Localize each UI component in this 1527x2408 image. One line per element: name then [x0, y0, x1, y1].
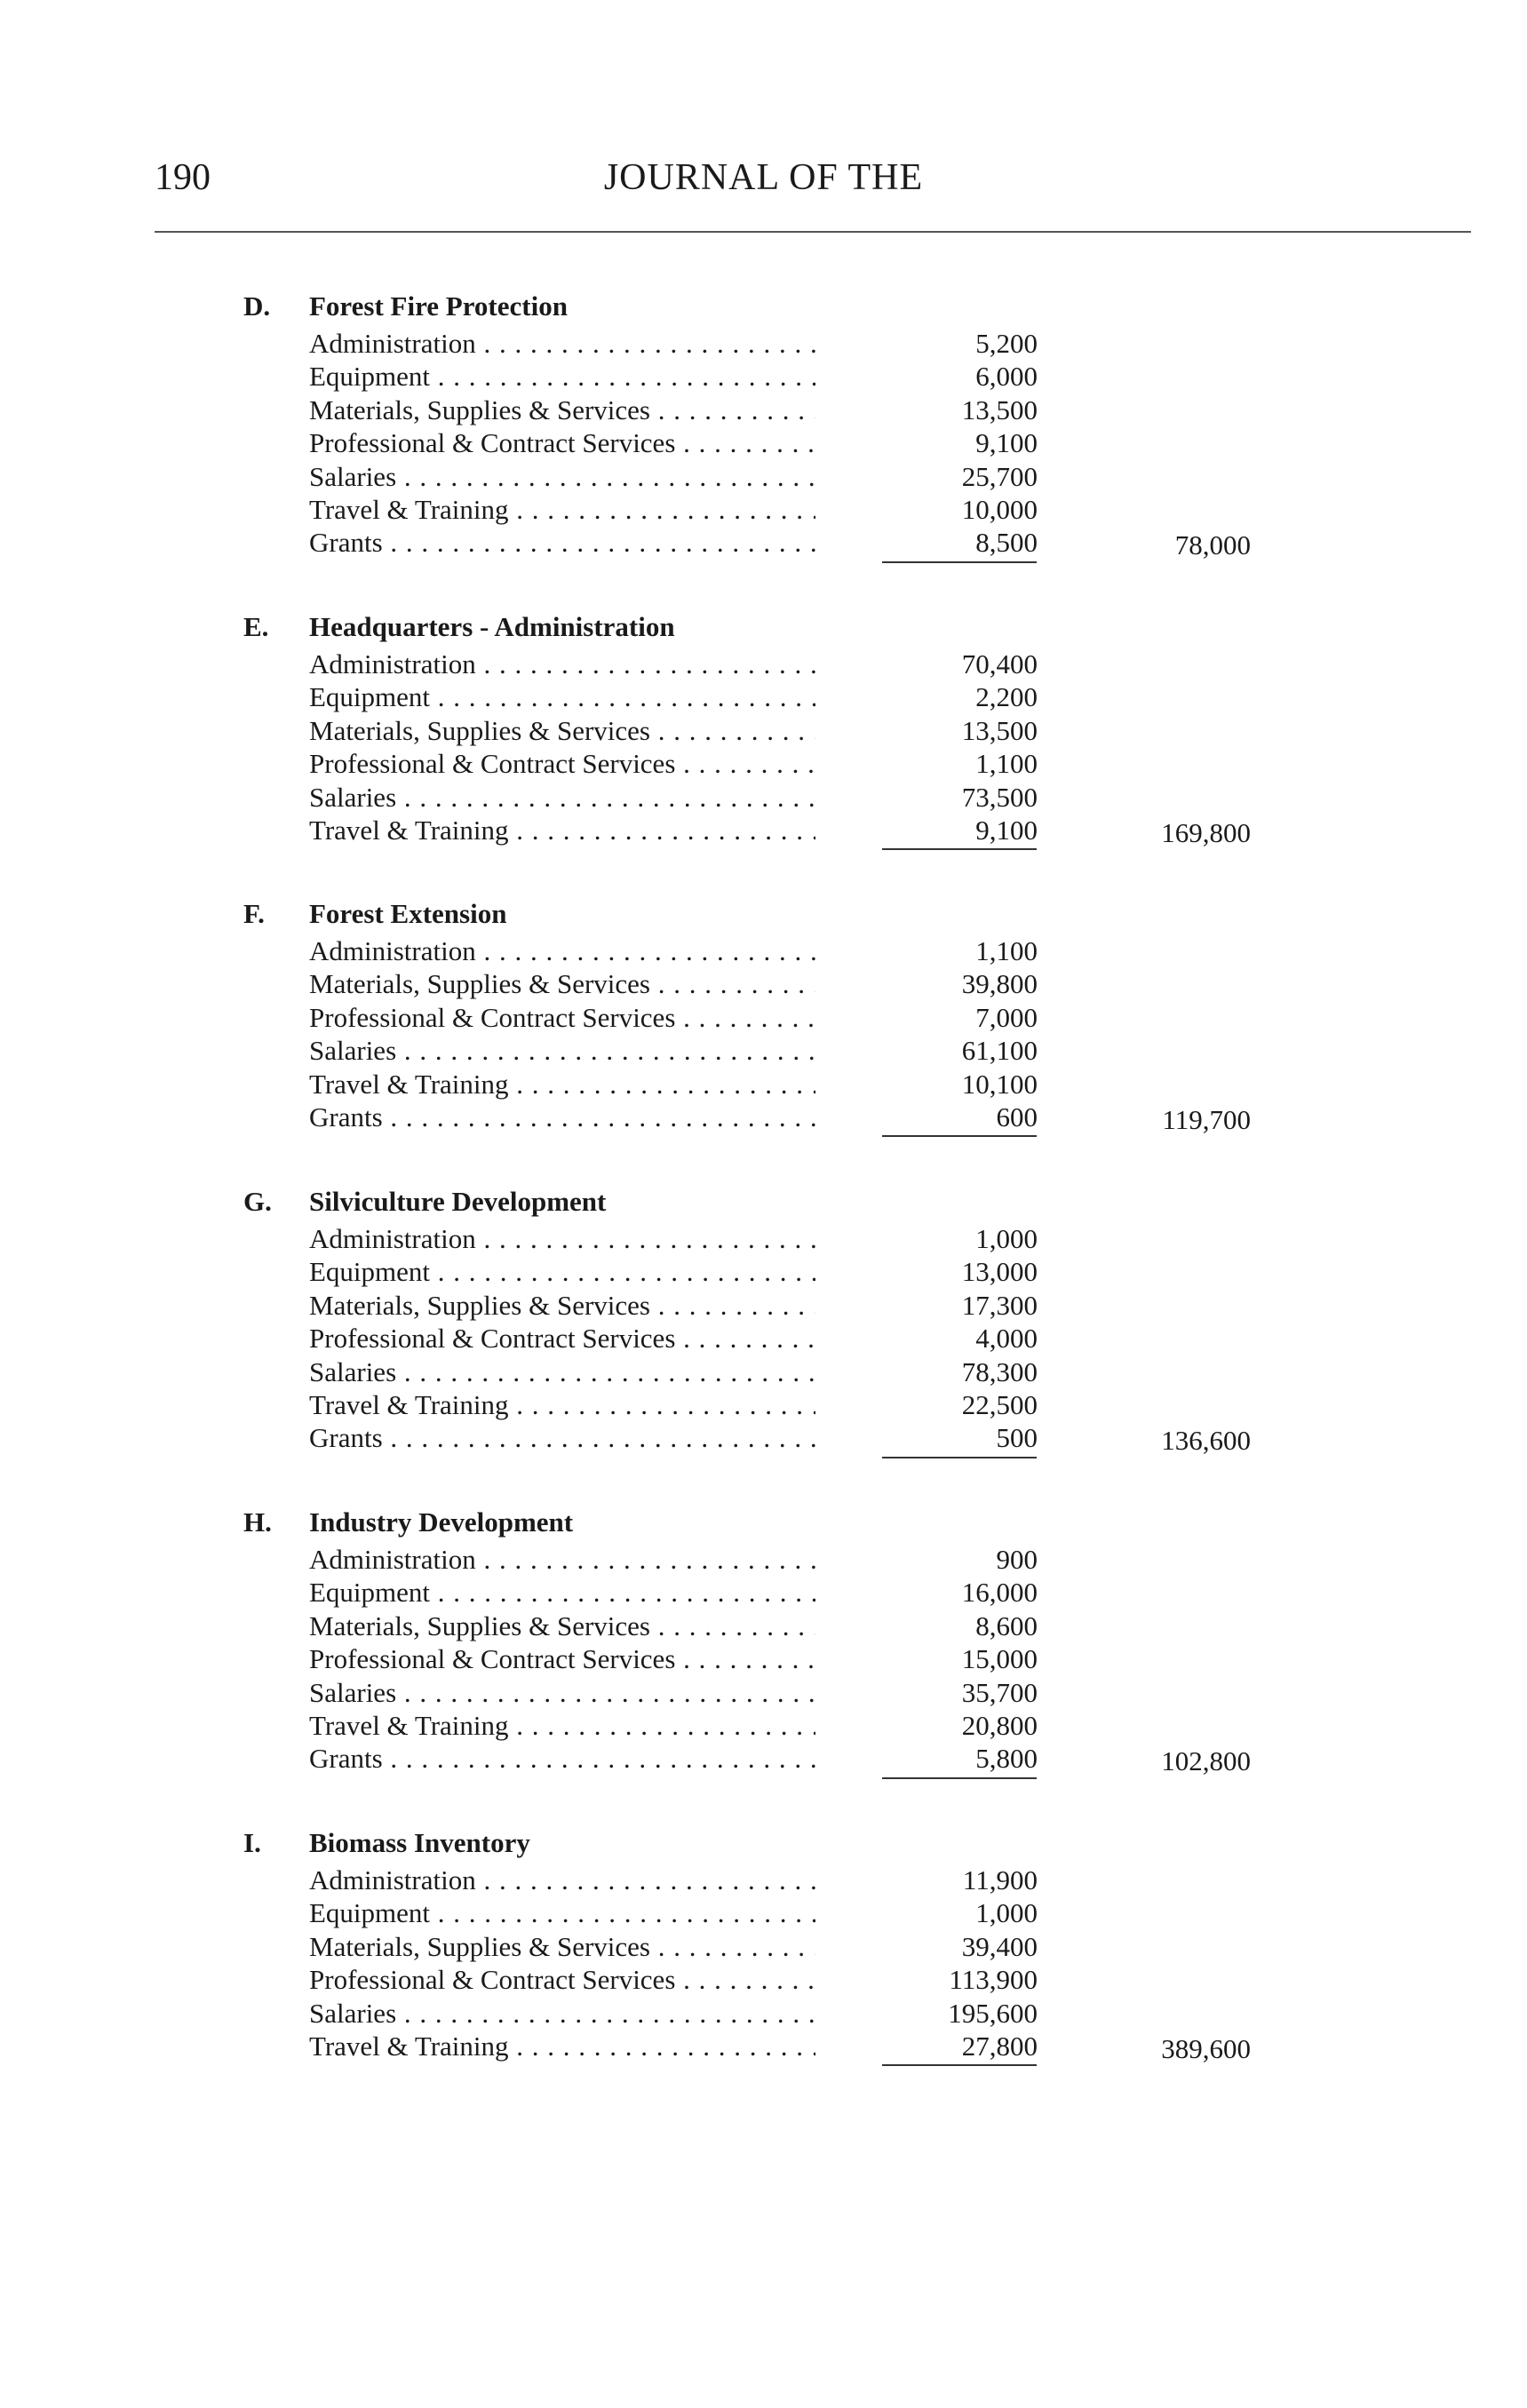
section-title: Industry Development: [309, 1506, 574, 1538]
line-item-label: Materials, Supplies & Services . . .: [309, 1609, 815, 1642]
line-item: [309, 1963, 1038, 1996]
line-items: [309, 1543, 1038, 1776]
line-item-label: Administration . . .: [309, 934, 815, 967]
line-item: [309, 1289, 1038, 1322]
line-item-amount: 900: [996, 1544, 1038, 1575]
line-item-amount: 7,000: [975, 1001, 1038, 1033]
line-item-label: Materials, Supplies & Services . . .: [309, 967, 815, 1000]
line-item-label: Travel & Training . . .: [309, 1709, 815, 1742]
subtotal-rule: [882, 561, 1037, 563]
line-item-label: Administration . . .: [309, 648, 815, 680]
line-item-label: Grants . . .: [309, 1742, 815, 1775]
line-item-label: Professional & Contract Services . . .: [309, 1642, 815, 1675]
line-item: [309, 1997, 1038, 2030]
line-item-label: Salaries . . .: [309, 1034, 815, 1067]
line-item-label: Materials, Supplies & Services . . .: [309, 1289, 815, 1322]
line-item-label: Administration . . .: [309, 1222, 815, 1255]
section-letter: I.: [243, 1827, 261, 1858]
line-item: [309, 1001, 1038, 1034]
line-item-amount: 73,500: [961, 781, 1038, 813]
line-item-label: Travel & Training . . .: [309, 493, 815, 526]
line-item-amount: 39,400: [961, 1930, 1038, 1962]
line-item-label: Salaries . . .: [309, 1997, 815, 2030]
line-item-amount: 35,700: [961, 1676, 1038, 1708]
line-item: [309, 1930, 1038, 1963]
section-title: Silviculture Development: [309, 1186, 607, 1217]
line-item: [309, 493, 1038, 526]
line-item-label: Materials, Supplies & Services . . .: [309, 393, 815, 426]
section-letter: D.: [243, 290, 271, 322]
line-item: [309, 1742, 1038, 1775]
line-item-label: Materials, Supplies & Services . . .: [309, 1930, 815, 1963]
line-item: [309, 1388, 1038, 1421]
subtotal-rule: [882, 1777, 1037, 1779]
line-item-label: Equipment . . .: [309, 680, 815, 713]
line-item-amount: 17,300: [961, 1289, 1038, 1321]
line-item-label: Professional & Contract Services . . .: [309, 747, 815, 780]
line-item-amount: 6,000: [975, 361, 1038, 393]
line-items: [309, 934, 1038, 1133]
line-item-amount: 113,900: [949, 1964, 1038, 1996]
line-item: [309, 1609, 1038, 1642]
line-item: [309, 934, 1038, 967]
section-letter: G.: [243, 1186, 272, 1217]
line-item-label: Grants . . .: [309, 1101, 815, 1133]
line-item-amount: 20,800: [961, 1709, 1038, 1741]
line-item: [309, 526, 1038, 559]
line-item: [309, 327, 1038, 360]
section-title: Headquarters - Administration: [309, 611, 675, 642]
line-item: [309, 360, 1038, 393]
line-item-amount: 5,200: [975, 328, 1038, 359]
line-item-amount: 1,000: [975, 1223, 1038, 1254]
line-item: [309, 1864, 1038, 1896]
section-total: 169,800: [1161, 817, 1251, 848]
section-total: 78,000: [1174, 529, 1251, 561]
line-item-label: Equipment . . .: [309, 1576, 815, 1609]
line-item: [309, 648, 1038, 680]
line-items: [309, 1222, 1038, 1455]
line-item-amount: 27,800: [961, 2030, 1038, 2062]
line-item-label: Professional & Contract Services . . .: [309, 1963, 815, 1996]
line-item: [309, 393, 1038, 426]
section-letter: H.: [243, 1506, 272, 1538]
line-item-amount: 8,600: [975, 1609, 1038, 1641]
line-items: [309, 327, 1038, 560]
line-item-amount: 9,100: [975, 814, 1038, 846]
line-item-amount: 70,400: [961, 648, 1038, 679]
section-letter: F.: [243, 898, 265, 929]
line-item: [309, 747, 1038, 780]
line-item-label: Equipment . . .: [309, 360, 815, 393]
line-item-label: Equipment . . .: [309, 1255, 815, 1288]
line-item-label: Materials, Supplies & Services . . .: [309, 714, 815, 747]
subtotal-rule: [882, 1135, 1037, 1137]
line-item-label: Salaries . . .: [309, 1355, 815, 1388]
line-item-label: Salaries . . .: [309, 781, 815, 814]
line-item: [309, 1255, 1038, 1288]
line-item: [309, 426, 1038, 459]
line-item: [309, 1222, 1038, 1255]
line-item: [309, 1709, 1038, 1742]
page-number: 190: [155, 157, 211, 198]
section-total: 119,700: [1162, 1104, 1251, 1135]
line-item-amount: 16,000: [961, 1577, 1038, 1609]
line-item: [309, 460, 1038, 493]
subtotal-rule: [882, 2064, 1037, 2066]
line-item: [309, 1642, 1038, 1675]
line-item-label: Travel & Training . . .: [309, 1388, 815, 1421]
section-total: 389,600: [1161, 2033, 1251, 2064]
section-title: Biomass Inventory: [309, 1827, 530, 1858]
line-item: [309, 1576, 1038, 1609]
line-item-amount: 13,500: [961, 714, 1038, 746]
line-item-amount: 600: [996, 1101, 1038, 1132]
line-item-amount: 13,000: [961, 1256, 1038, 1288]
subtotal-rule: [882, 848, 1037, 850]
line-item-label: Administration . . .: [309, 1864, 815, 1896]
line-item: [309, 1322, 1038, 1355]
line-item-label: Administration . . .: [309, 327, 815, 360]
line-item: [309, 1034, 1038, 1067]
line-item: [309, 1676, 1038, 1709]
line-item-amount: 78,300: [961, 1355, 1038, 1387]
line-item-label: Grants . . .: [309, 526, 815, 559]
header-rule: [155, 231, 1471, 233]
line-item-amount: 13,500: [961, 393, 1038, 425]
line-item-label: Professional & Contract Services . . .: [309, 1322, 815, 1355]
line-item-label: Professional & Contract Services . . .: [309, 426, 815, 459]
section-total: 136,600: [1161, 1425, 1251, 1457]
line-item: [309, 680, 1038, 713]
line-item-label: Grants . . .: [309, 1421, 815, 1454]
line-item-label: Travel & Training . . .: [309, 2030, 815, 2062]
line-item-amount: 8,500: [975, 527, 1038, 559]
line-item-amount: 2,200: [975, 681, 1038, 713]
line-item-amount: 1,000: [975, 1897, 1038, 1929]
section-total: 102,800: [1161, 1745, 1251, 1777]
line-item-label: Travel & Training . . .: [309, 814, 815, 846]
line-item-label: Administration . . .: [309, 1543, 815, 1576]
line-item-amount: 10,100: [961, 1068, 1038, 1100]
line-items: [309, 1864, 1038, 2062]
line-item: [309, 814, 1038, 846]
line-item: [309, 1543, 1038, 1576]
line-item-amount: 1,100: [975, 935, 1038, 966]
line-item-amount: 11,900: [962, 1864, 1038, 1895]
section-title: Forest Extension: [309, 898, 507, 929]
line-item-amount: 10,000: [961, 493, 1038, 525]
section-title: Forest Fire Protection: [309, 290, 568, 322]
line-item: [309, 2030, 1038, 2062]
line-items: [309, 648, 1038, 846]
line-item-amount: 15,000: [961, 1643, 1038, 1675]
line-item: [309, 1068, 1038, 1101]
line-item: [309, 1355, 1038, 1388]
line-item-amount: 9,100: [975, 427, 1038, 459]
line-item-amount: 5,800: [975, 1743, 1038, 1775]
line-item-amount: 39,800: [961, 968, 1038, 1000]
line-item-label: Salaries . . .: [309, 1676, 815, 1709]
line-item: [309, 1101, 1038, 1133]
running-head: JOURNAL OF THE: [603, 157, 924, 198]
line-item-amount: 500: [996, 1422, 1038, 1454]
line-item-label: Equipment . . .: [309, 1896, 815, 1929]
line-item: [309, 967, 1038, 1000]
line-item: [309, 714, 1038, 747]
line-item-amount: 25,700: [961, 460, 1038, 492]
line-item: [309, 1421, 1038, 1454]
line-item-label: Professional & Contract Services . . .: [309, 1001, 815, 1034]
line-item-amount: 22,500: [961, 1388, 1038, 1420]
line-item-amount: 195,600: [948, 1997, 1038, 2029]
subtotal-rule: [882, 1457, 1037, 1458]
line-item-amount: 61,100: [961, 1035, 1038, 1067]
line-item: [309, 1896, 1038, 1929]
line-item-label: Travel & Training . . .: [309, 1068, 815, 1101]
line-item-label: Salaries . . .: [309, 460, 815, 493]
section-letter: E.: [243, 611, 269, 642]
line-item-amount: 4,000: [975, 1323, 1038, 1355]
line-item-amount: 1,100: [975, 748, 1038, 780]
line-item: [309, 781, 1038, 814]
